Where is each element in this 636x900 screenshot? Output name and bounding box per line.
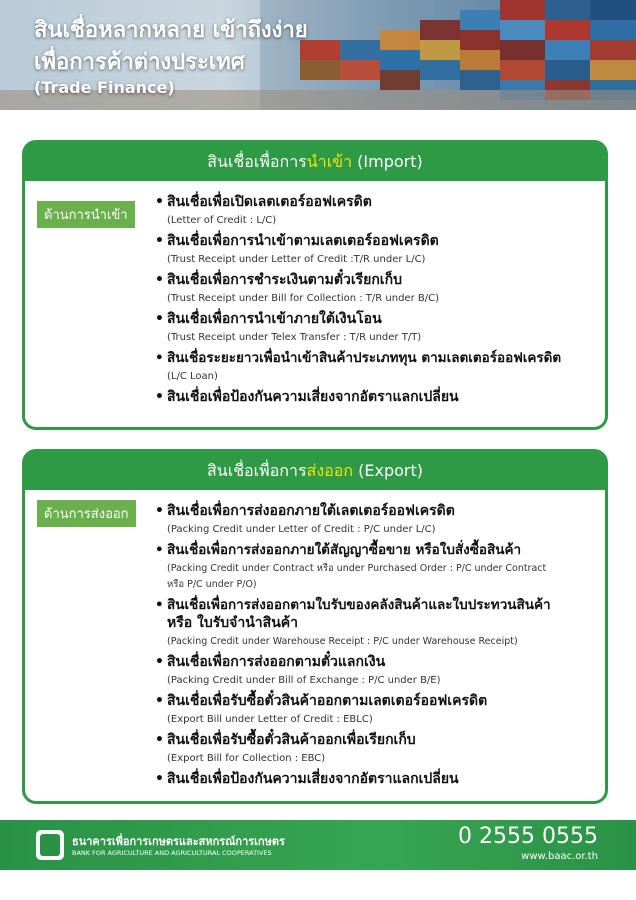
item-subtitle: (Packing Credit under Warehouse Receipt : P/C under Warehouse Receipt): [167, 636, 518, 647]
import-section: [22, 140, 608, 430]
export-section-header: [25, 452, 605, 490]
hero-title-line3: (Trade Finance): [34, 78, 175, 97]
item-title: • สินเชื่อเพื่อเปิดเลตเตอร์ออฟเครดิต: [155, 193, 597, 211]
item-subtitle: (Packing Credit under Contract หรือ under Purchased Order : P/C under Contract: [167, 563, 547, 574]
item-title: • สินเชื่อเพื่อป้องกันความเสี่ยงจากอัตราแลกเปลี่ยน: [155, 770, 597, 788]
item-subtitle: (Export Bill for Collection : EBC): [167, 753, 326, 764]
export-title-prefix: สินเชื่อเพื่อการ: [207, 461, 307, 480]
list-item: [155, 232, 597, 267]
item-title: • สินเชื่อเพื่อป้องกันความเสี่ยงจากอัตราแลกเปลี่ยน: [155, 388, 597, 406]
list-item: [155, 596, 597, 649]
import-side-label: ด้านการนำเข้า: [37, 201, 135, 228]
item-title: • สินเชื่อเพื่อการส่งออกภายใต้สัญญาซื้อขาย หรือใบสั่งซื้อสินค้า: [155, 541, 597, 559]
item-title: • สินเชื่อเพื่อการส่งออกภายใต้เลตเตอร์ออฟเครดิต: [155, 502, 597, 520]
hero-title-line2: เพื่อการค้าต่างประเทศ: [34, 50, 245, 75]
list-item: [155, 502, 597, 537]
baac-logo-icon: [36, 830, 64, 860]
item-title: • สินเชื่อเพื่อการนำเข้าภายใต้เงินโอน: [155, 310, 597, 328]
import-list: [155, 193, 597, 406]
bank-name-english: BANK FOR AGRICULTURE AND AGRICULTURAL COOPERATIVES: [72, 849, 272, 857]
hero-title-line1: สินเชื่อหลากหลาย เข้าถึงง่าย: [34, 18, 308, 43]
item-title: • สินเชื่อเพื่อการส่งออกตามตั๋วแลกเงิน: [155, 653, 597, 671]
export-title-suffix: (Export): [353, 461, 423, 480]
item-title-cont: หรือ ใบรับจำนำสินค้า: [167, 615, 298, 631]
list-item: [155, 653, 597, 688]
export-title-highlight: ส่งออก: [306, 461, 354, 480]
item-subtitle: (Trust Receipt under Letter of Credit :T/R under L/C): [167, 254, 426, 265]
list-item: [155, 731, 597, 766]
list-item: [155, 388, 597, 406]
item-subtitle: (Trust Receipt under Telex Transfer : T/R under T/T): [167, 332, 422, 343]
export-side-label: ด้านการส่งออก: [37, 500, 136, 527]
item-title: • สินเชื่อเพื่อการชำระเงินตามตั๋วเรียกเก็บ: [155, 271, 597, 289]
hero-banner: [0, 0, 636, 110]
list-item: [155, 541, 597, 592]
item-subtitle-cont: หรือ P/C under P/O): [167, 579, 257, 590]
item-title: • สินเชื่อเพื่อการนำเข้าตามเลตเตอร์ออฟเครดิต: [155, 232, 597, 250]
export-section: [22, 449, 608, 804]
item-subtitle: (Trust Receipt under Bill for Collection : T/R under B/C): [167, 293, 439, 304]
list-item: [155, 310, 597, 345]
website-link[interactable]: www.baac.or.th: [521, 851, 598, 862]
item-subtitle: (Export Bill under Letter of Credit : EBLC): [167, 714, 373, 725]
list-item: [155, 349, 597, 384]
item-title: • สินเชื่อเพื่อการส่งออกตามใบรับของคลังสินค้าและใบประทวนสินค้า: [155, 596, 597, 614]
import-title-suffix: (Import): [352, 152, 423, 171]
list-item: [155, 193, 597, 228]
bank-name-thai: ธนาคารเพื่อการเกษตรและสหกรณ์การเกษตร: [72, 835, 285, 848]
contact-phone[interactable]: 0 2555 0555: [458, 824, 598, 849]
item-title: • สินเชื่อเพื่อรับซื้อตั๋วสินค้าออกตามเลตเตอร์ออฟเครดิต: [155, 692, 597, 710]
item-subtitle: (Letter of Credit : L/C): [167, 215, 277, 226]
footer-bottom-band: [0, 870, 636, 900]
list-item: [155, 692, 597, 727]
import-title-prefix: สินเชื่อเพื่อการ: [207, 152, 307, 171]
item-subtitle: (Packing Credit under Letter of Credit : P/C under L/C): [167, 524, 436, 535]
item-subtitle: (Packing Credit under Bill of Exchange : P/C under B/E): [167, 675, 441, 686]
import-section-header: [25, 143, 605, 181]
item-title: • สินเชื่อระยะยาวเพื่อนำเข้าสินค้าประเภททุน ตามเลตเตอร์ออฟเครดิต: [155, 349, 597, 367]
export-list: [155, 502, 597, 788]
item-subtitle: (L/C Loan): [167, 371, 218, 382]
item-title: • สินเชื่อเพื่อรับซื้อตั๋วสินค้าออกเพื่อเรียกเก็บ: [155, 731, 597, 749]
list-item: [155, 770, 597, 788]
import-title-highlight: นำเข้า: [306, 152, 353, 171]
list-item: [155, 271, 597, 306]
footer-bar: [0, 820, 636, 870]
